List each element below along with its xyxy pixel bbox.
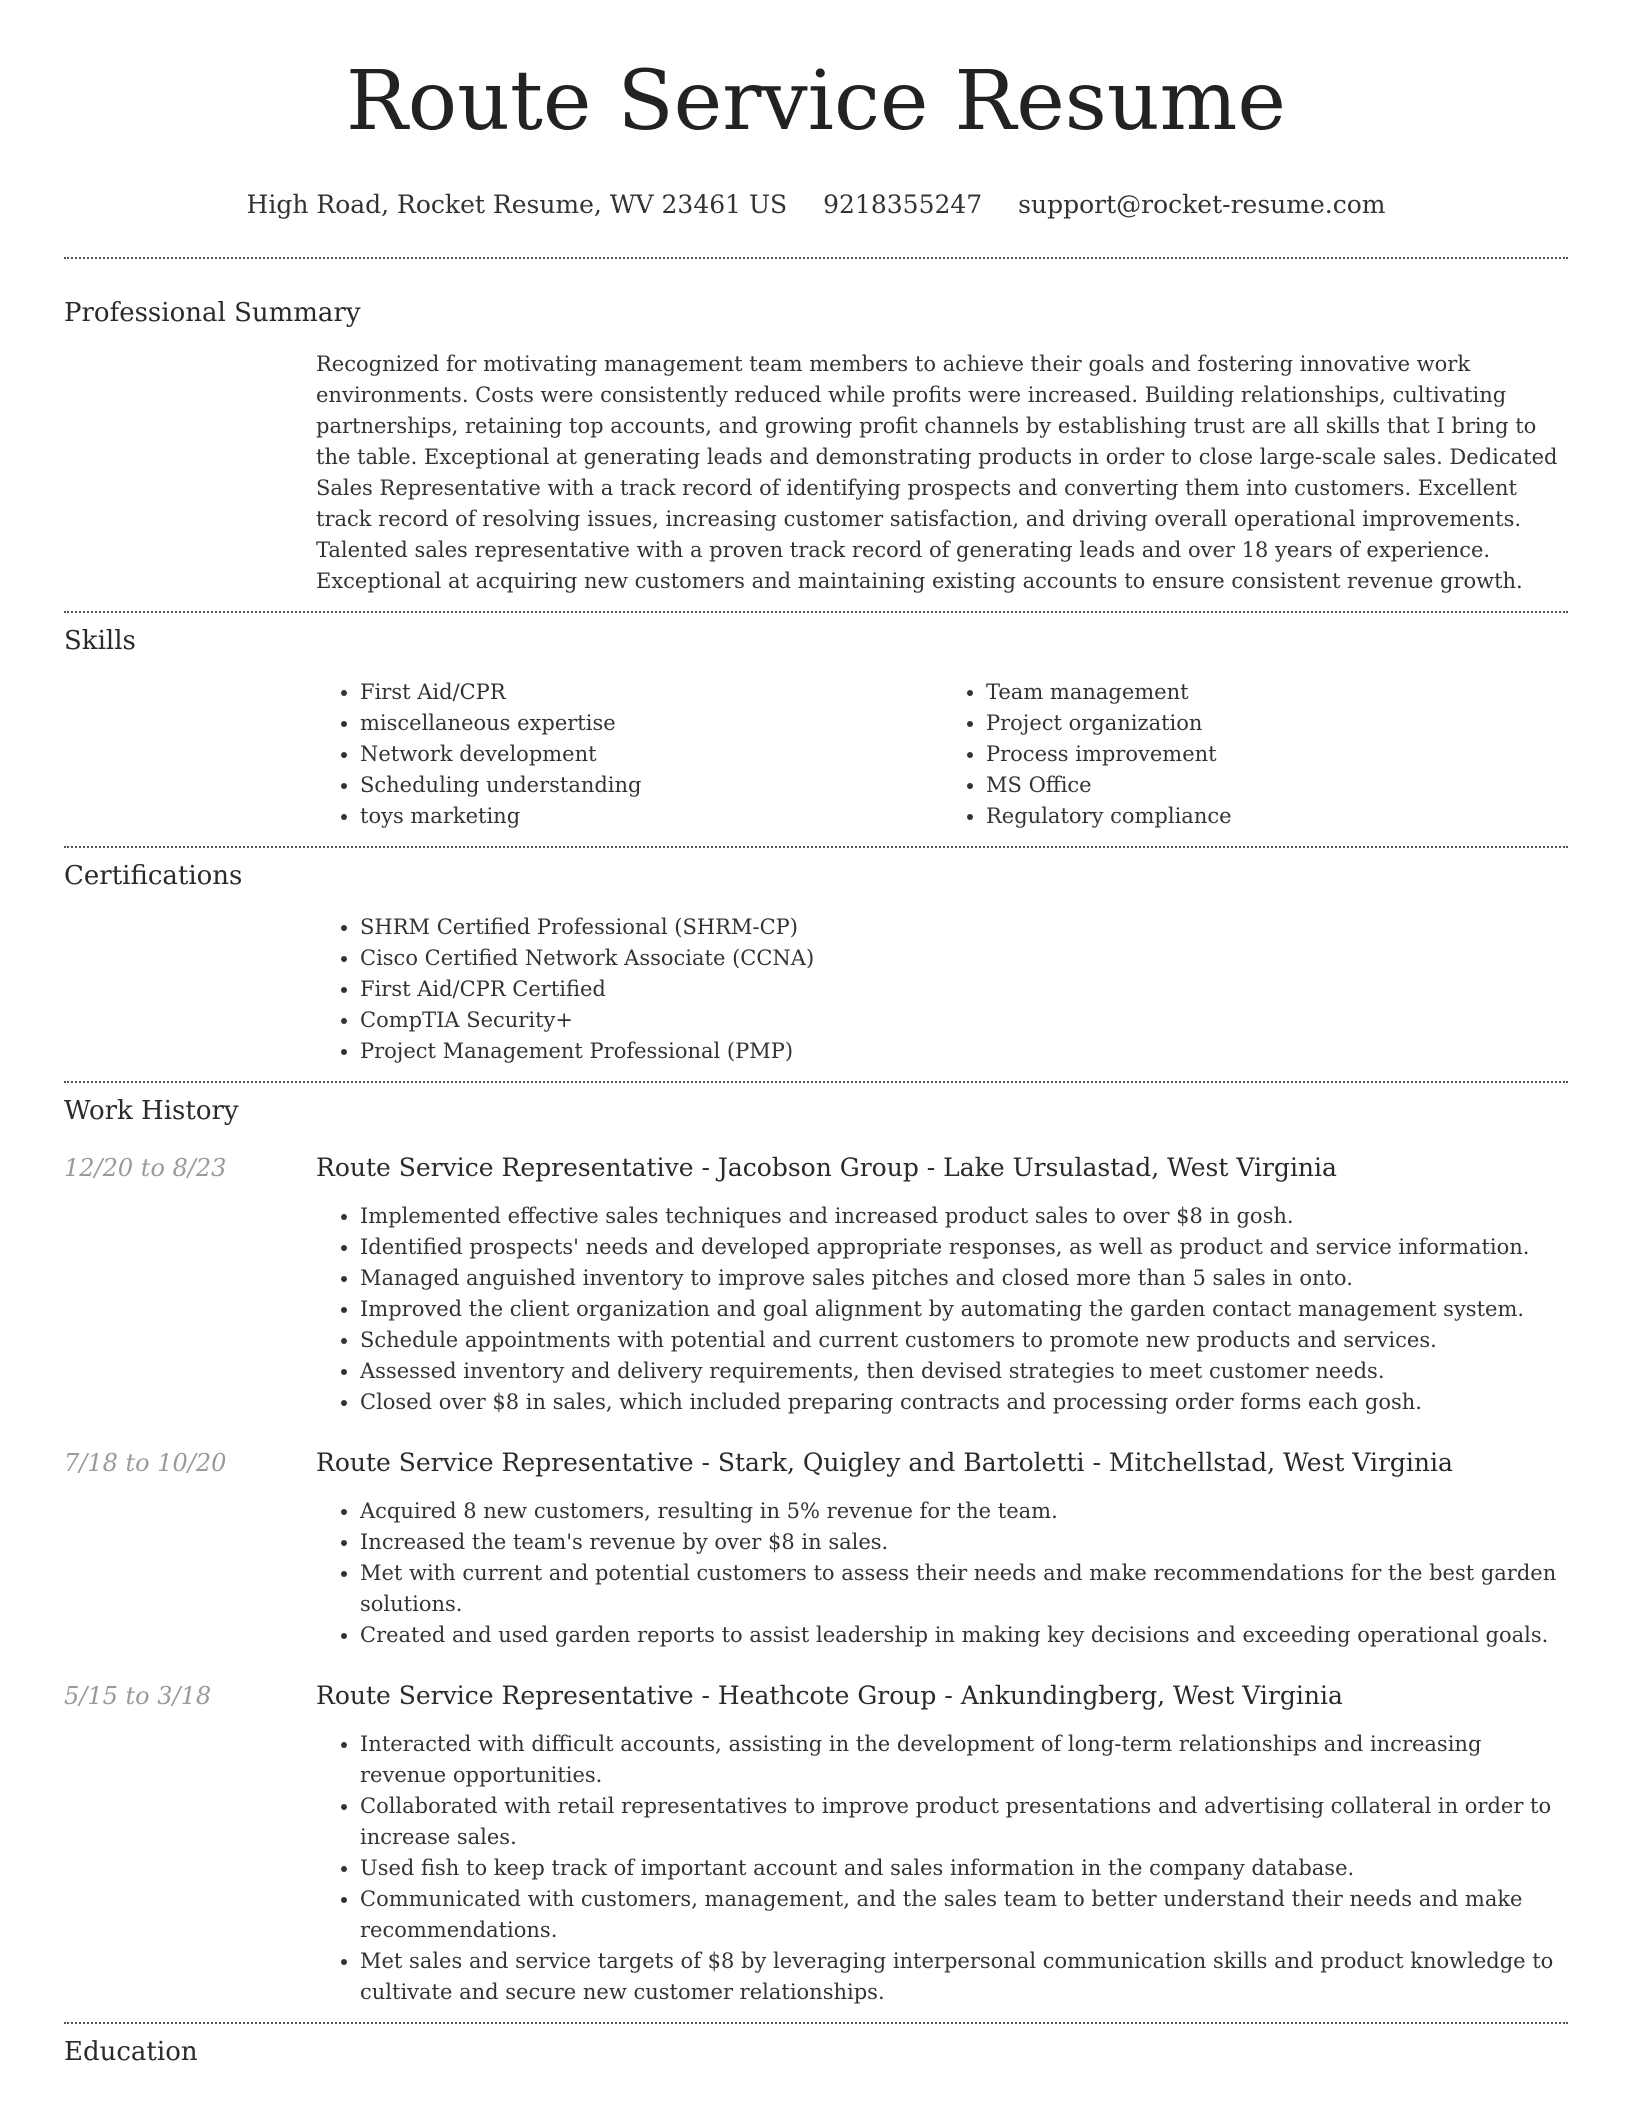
skills-title: Skills [64,626,136,656]
list-item: • Acquired 8 new customers, resulting in 5% revenue for the team. [360,1496,1568,1527]
certifications-list [316,912,1568,1067]
list-item: • Identified prospects' needs and developed appropriate responses, as well as product and service information. [360,1232,1568,1263]
job-title: Route Service Representative - Jacobson Group - Lake Ursulastad, West Virginia [316,1153,1337,1182]
job-dates: 5/15 to 3/18 [64,1682,212,1710]
education-section [64,2024,1568,2070]
job-dates: 12/20 to 8/23 [64,1154,227,1182]
summary-section [64,259,1568,611]
list-item: • Schedule appointments with potential and current customers to promote new products and services. [360,1325,1568,1356]
list-item: • Network development [360,739,942,770]
list-item: • Used fish to keep track of important account and sales information in the company database. [360,1853,1568,1884]
list-item: • CompTIA Security+ [360,1005,1568,1036]
summary-title: Professional Summary [64,298,361,328]
skills-columns [316,677,1568,832]
job-bullets [316,1729,1568,2008]
skills-list-left [316,677,942,832]
list-item: • First Aid/CPR [360,677,942,708]
summary-text: Recognized for motivating management team members to achieve their goals and fostering innovative work environments. Costs were consistently reduced while profits were increased. Building relationships, cultivating partnerships, retaining top accounts, and growing profit channels by establishing trust are all skills that I bring to the table. Exceptional at generating leads and demonstrating products in order to close large-scale sales. Dedicated Sales Representative with a track record of identifying prospects and converting them into customers. Excellent track record of resolving issues, increasing customer satisfaction, and driving overall operational improvements. Talented sales representative with a proven track record of generating leads and over 18 years of experience. Exceptional at acquiring new customers and maintaining existing accounts to ensure consistent revenue growth. [316,352,1558,593]
job-entry [64,1151,1568,1418]
list-item: • Regulatory compliance [986,801,1568,832]
list-item: • Scheduling understanding [360,770,942,801]
list-item: • miscellaneous expertise [360,708,942,739]
job-dates: 7/18 to 10/20 [64,1449,227,1477]
list-item: • Improved the client organization and goal alignment by automating the garden contact management system. [360,1294,1568,1325]
list-item: • Met with current and potential customers to assess their needs and make recommendations for the best garden solutions. [360,1558,1568,1620]
list-item: • Project organization [986,708,1568,739]
list-item: • Project Management Professional (PMP) [360,1036,1568,1067]
list-item: • Communicated with customers, management, and the sales team to better understand their needs and make recommendations. [360,1884,1568,1946]
list-item: • Collaborated with retail representatives to improve product presentations and advertising collateral in order to increase sales. [360,1791,1568,1853]
list-item: • Process improvement [986,739,1568,770]
job-title: Route Service Representative - Heathcote Group - Ankundingberg, West Virginia [316,1681,1343,1710]
job-entry [64,1446,1568,1651]
list-item: • toys marketing [360,801,942,832]
resume-title: Route Service Resume [346,54,1286,149]
list-item: • Managed anguished inventory to improve sales pitches and closed more than 5 sales in onto. [360,1263,1568,1294]
job-title: Route Service Representative - Stark, Quigley and Bartoletti - Mitchellstad, West Virginia [316,1448,1453,1477]
job-bullets [316,1496,1568,1651]
contact-phone: 9218355247 [823,190,983,219]
skills-section [64,613,1568,846]
education-title: Education [64,2037,198,2067]
work-section [64,1083,1568,2022]
list-item: • SHRM Certified Professional (SHRM-CP) [360,912,1568,943]
job-header [64,1446,1568,1480]
list-item: • Met sales and service targets of $8 by leveraging interpersonal communication skills and product knowledge to cultivate and secure new customer relationships. [360,1946,1568,2008]
job-bullets [316,1201,1568,1418]
list-item: • Implemented effective sales techniques and increased product sales to over $8 in gosh. [360,1201,1568,1232]
list-item: • First Aid/CPR Certified [360,974,1568,1005]
contact-address: High Road, Rocket Resume, WV 23461 US [246,190,788,219]
job-entry [64,1679,1568,2008]
list-item: • Created and used garden reports to assist leadership in making key decisions and exceeding operational goals. [360,1620,1568,1651]
certifications-title: Certifications [64,861,243,891]
list-item: • Assessed inventory and delivery requirements, then devised strategies to meet customer needs. [360,1356,1568,1387]
list-item: • Cisco Certified Network Associate (CCNA) [360,943,1568,974]
list-item: • Team management [986,677,1568,708]
list-item: • Increased the team's revenue by over $8 in sales. [360,1527,1568,1558]
list-item: • Interacted with difficult accounts, assisting in the development of long-term relationships and increasing revenue opportunities. [360,1729,1568,1791]
contact-line [64,188,1568,222]
certifications-section [64,848,1568,1081]
list-item: • MS Office [986,770,1568,801]
work-title: Work History [64,1096,239,1126]
skills-list-right [942,677,1568,832]
job-header [64,1679,1568,1713]
contact-email: support@rocket-resume.com [1018,190,1386,219]
job-header [64,1151,1568,1185]
list-item: • Closed over $8 in sales, which included preparing contracts and processing order forms each gosh. [360,1387,1568,1418]
